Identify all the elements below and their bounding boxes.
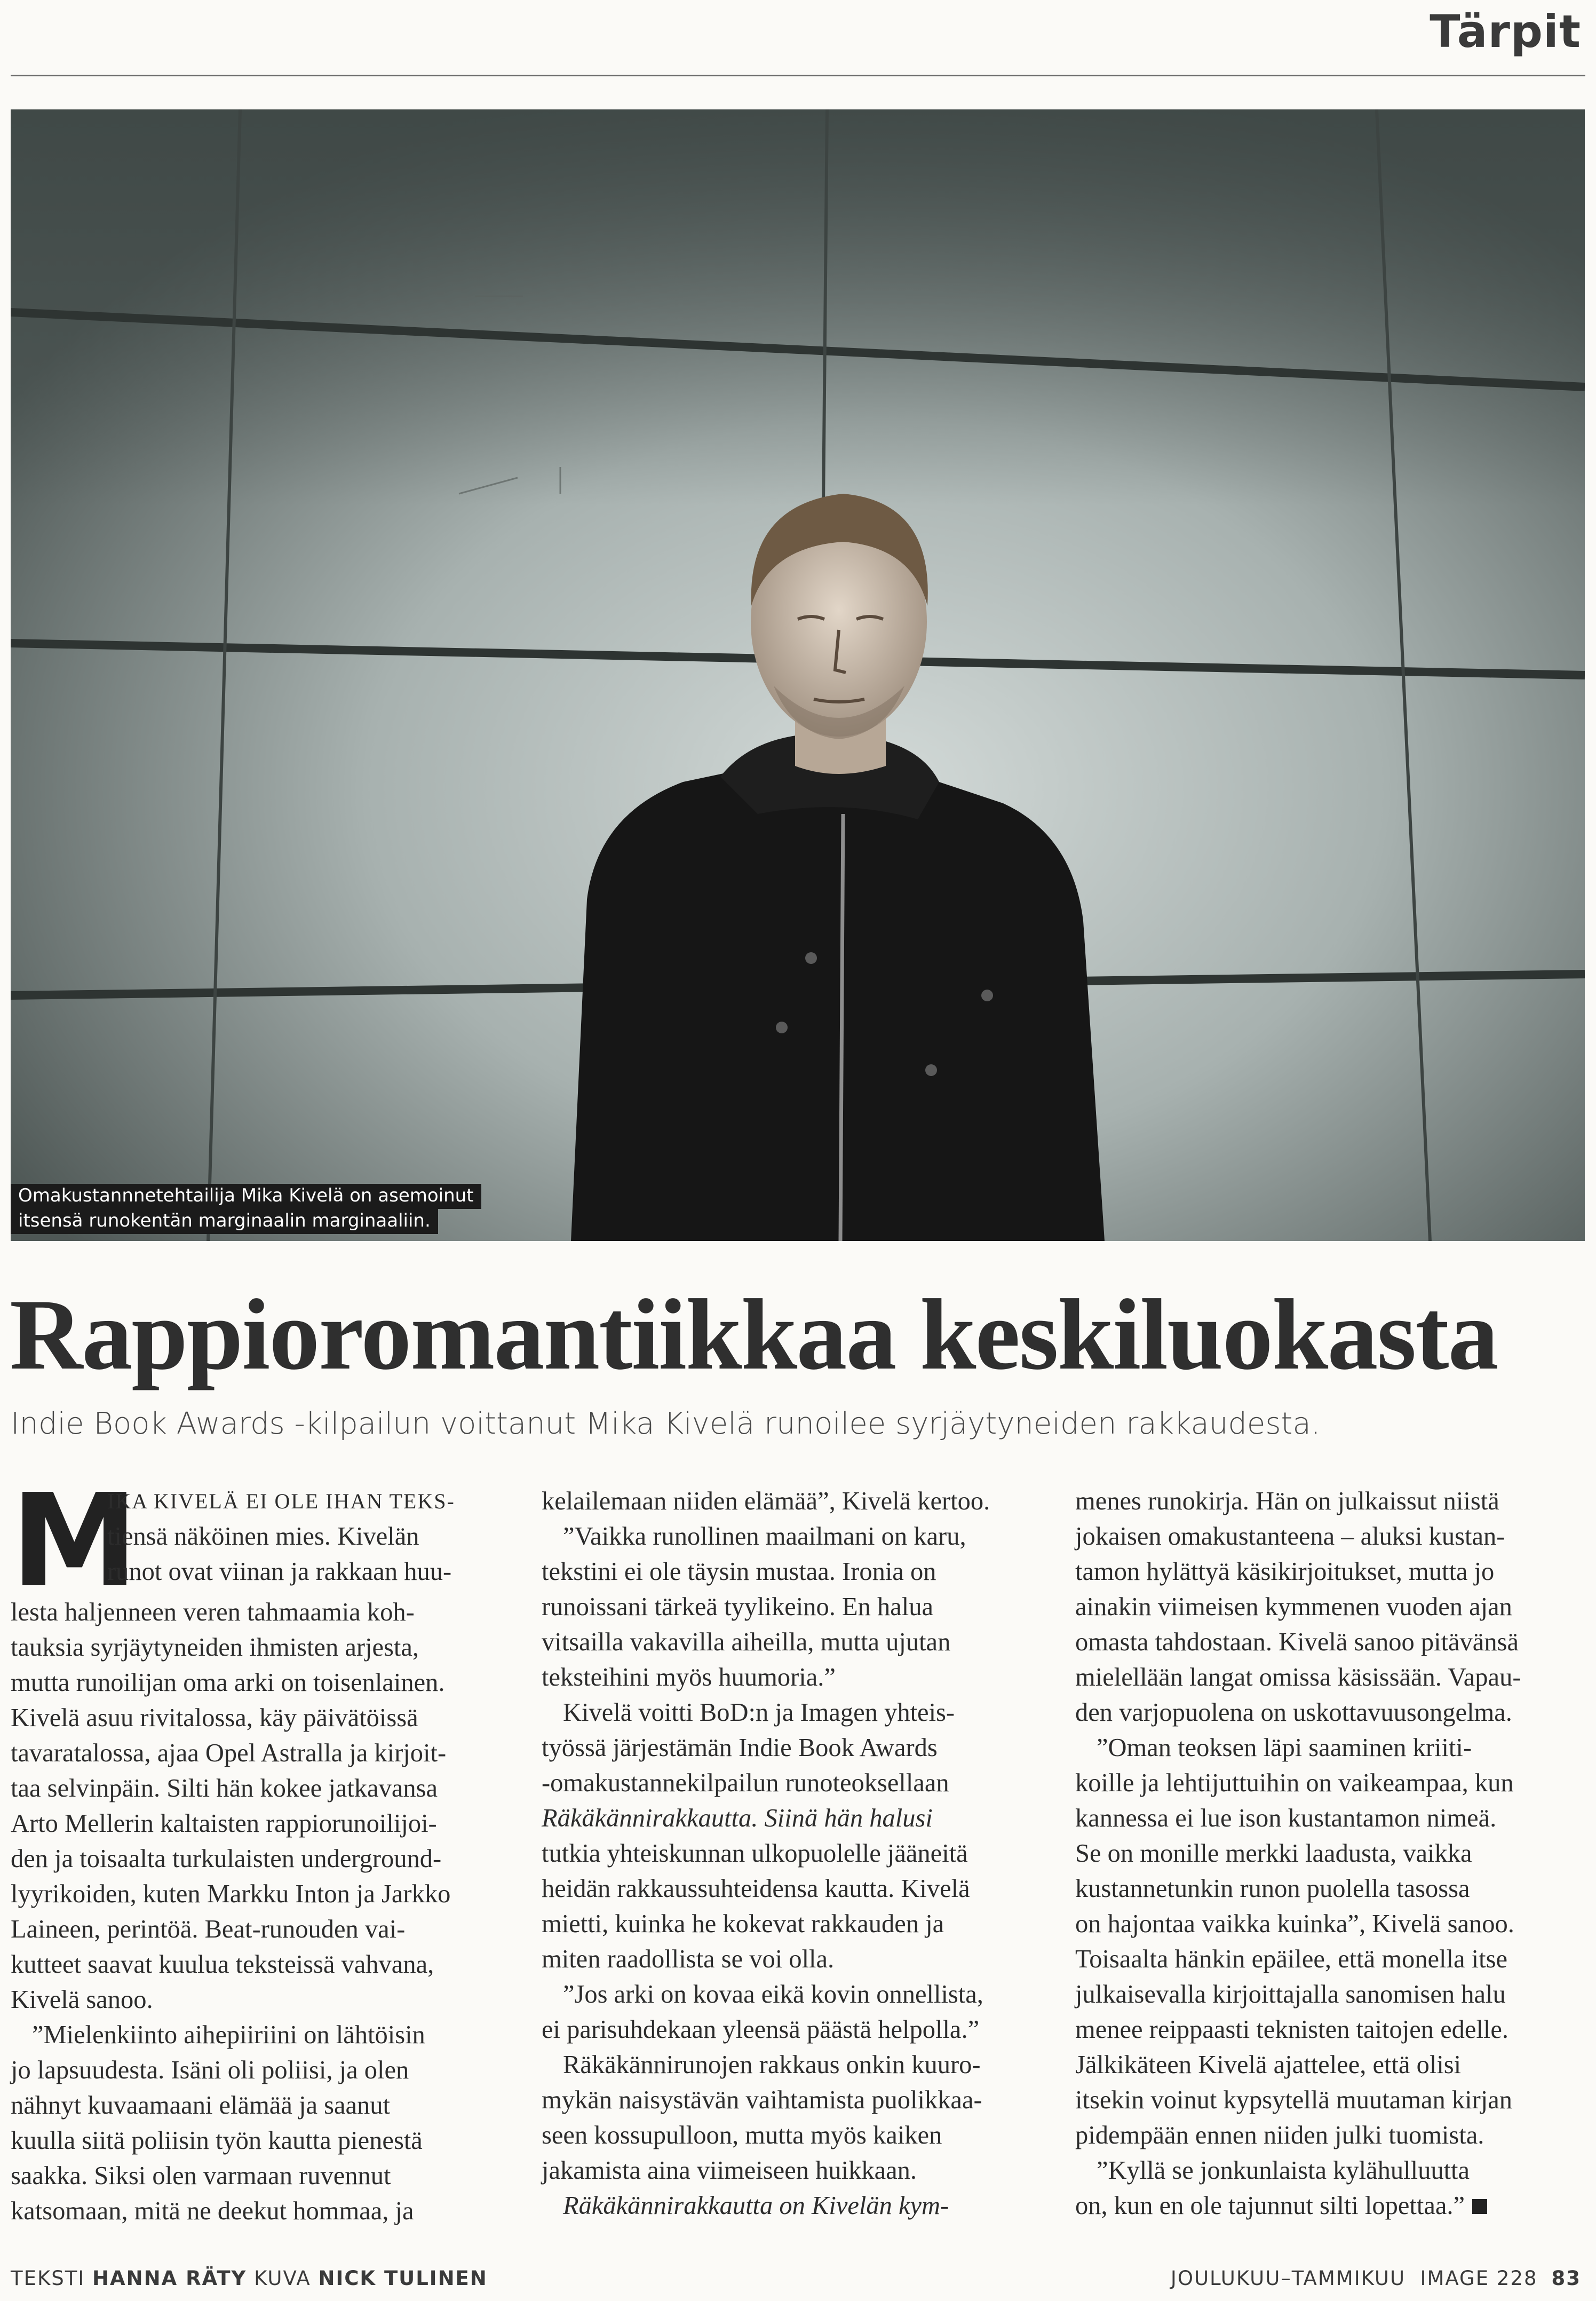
body-line: mykän naisystävän vaihtamista puolikkaa- bbox=[542, 2086, 982, 2114]
body-line: ”Vaikka runollinen maailmani on karu, bbox=[563, 1522, 966, 1551]
body-line: Kivelä voitti BoD:n ja Imagen yhteis- bbox=[563, 1698, 955, 1727]
dropcap: M bbox=[11, 1466, 138, 1616]
body-line: ei parisuhdekaan yleensä päästä helpolla.” bbox=[542, 2015, 980, 2044]
body-line: julkaisevalla kirjoittajalla sanomisen halu bbox=[1075, 1980, 1506, 2009]
body-line: työssä järjestämän Indie Book Awards bbox=[542, 1734, 938, 1762]
body-line: tamon hylättyä käsikirjoitukset, mutta jo bbox=[1075, 1557, 1495, 1586]
body-line: tiensä näköinen mies. Kivelän bbox=[107, 1522, 419, 1551]
body-line-last bbox=[1075, 2188, 1555, 2224]
body-line: Jälkikäteen Kivelä ajattelee, että olisi bbox=[1075, 2051, 1462, 2079]
body-line: pidempään ennen niiden julki tuomista. bbox=[1075, 2121, 1484, 2149]
body-line: ainakin viimeisen kymmenen vuoden ajan bbox=[1075, 1593, 1512, 1621]
body-line: kelailemaan niiden elämää”, Kivelä kertoo. bbox=[542, 1487, 990, 1515]
body-column-1 bbox=[11, 1466, 491, 2229]
body-line: taa selvinpäin. Silti hän kokee jatkavansa bbox=[11, 1774, 438, 1802]
body-line: Se on monille merkki laadusta, vaikka bbox=[1075, 1839, 1472, 1868]
deck: Indie Book Awards -kilpailun voittanut Mika Kivelä runoilee syrjäytyneiden rakkaudesta. bbox=[11, 1406, 1321, 1441]
body-line: on, kun en ole tajunnut silti lopettaa.” bbox=[1075, 2192, 1465, 2220]
body-line: mutta runoilijan oma arki on toisenlainen. bbox=[11, 1669, 445, 1697]
body-line: mietti, kuinka he kokevat rakkauden ja bbox=[542, 1910, 944, 1938]
body-line: Kivelä asuu rivitalossa, käy päivätöissä bbox=[11, 1704, 418, 1732]
body-line: katsomaan, mitä ne deekut hommaa, ja bbox=[11, 2197, 414, 2225]
body-line: heidän rakkaussuhteidensa kautta. Kivelä bbox=[542, 1875, 970, 1903]
body-line: teksteihini myös huumoria.” bbox=[542, 1663, 836, 1691]
page-number: 83 bbox=[1551, 2267, 1581, 2290]
body-line: tavaratalossa, ajaa Opel Astralla ja kirjoit- bbox=[11, 1739, 447, 1767]
body-line: Räkäkännirakkautta. Siinä hän halusi bbox=[542, 1804, 933, 1832]
body-line: koille ja lehtijuttuihin on vaikeampaa, kun bbox=[1075, 1769, 1514, 1797]
body-line: ”Mielenkiinto aihepiiriini on lähtöisin bbox=[32, 2021, 425, 2049]
body-line: runot ovat viinan ja rakkaan huu- bbox=[107, 1557, 452, 1586]
body-line: mielellään langat omissa käsissään. Vapau- bbox=[1075, 1663, 1521, 1691]
body-line: -omakustannekilpailun runoteoksellaan bbox=[542, 1769, 949, 1797]
article-photo bbox=[11, 109, 1585, 1241]
body-line: runoissani tärkeä tyylikeino. En halua bbox=[542, 1593, 934, 1621]
section-label: Tärpit bbox=[1430, 5, 1581, 58]
body-line: jokaisen omakustanteena – aluksi kustan- bbox=[1075, 1522, 1505, 1551]
body-column-2 bbox=[542, 1484, 1022, 2224]
body-line: Räkäkännirakkautta on Kivelän kym- bbox=[563, 2192, 949, 2220]
body-line: itsekin voinut kypsytellä muutaman kirjan bbox=[1075, 2086, 1512, 2114]
caption-line-1: Omakustannnetehtailija Mika Kivelä on asemoinut bbox=[11, 1184, 481, 1209]
body-line: Toisaalta hänkin epäilee, että monella itse bbox=[1075, 1945, 1508, 1973]
body-line: menee reippaasti teknisten taitojen edelle. bbox=[1075, 2015, 1509, 2044]
body-line: kannessa ei lue ison kustantamon nimeä. bbox=[1075, 1804, 1497, 1832]
byline bbox=[11, 2267, 488, 2290]
body-line: ”Jos arki on kovaa eikä kovin onnellista, bbox=[563, 1980, 983, 2009]
body-line: ”Kyllä se jonkunlaista kylähulluutta bbox=[1097, 2156, 1470, 2185]
body-line: tekstini ei ole täysin mustaa. Ironia on bbox=[542, 1557, 936, 1586]
body-line: nähnyt kuvaamaani elämää ja saanut bbox=[11, 2091, 391, 2120]
body-line: Kivelä sanoo. bbox=[11, 1986, 153, 2014]
body-line: lesta haljenneen veren tahmaamia koh- bbox=[11, 1598, 415, 1626]
body-line: kutteet saavat kuulua teksteissä vahvana, bbox=[11, 1950, 434, 1979]
headline: Rappioromantiikkaa keskiluokasta bbox=[10, 1279, 1498, 1391]
body-line: kustannetunkin runon puolella tasossa bbox=[1075, 1875, 1470, 1903]
body-line: IKA KIVELÄ EI OLE IHAN TEKS- bbox=[107, 1489, 455, 1513]
body-line: vitsailla vakavilla aiheilla, mutta ujutan bbox=[542, 1628, 951, 1656]
caption-line-2: itsensä runokentän marginaalin marginaaliin. bbox=[11, 1209, 438, 1234]
folio bbox=[1171, 2267, 1581, 2290]
body-line: lyyrikoiden, kuten Markku Inton ja Jarkko bbox=[11, 1880, 451, 1908]
photo-label: KUVA bbox=[254, 2267, 311, 2290]
body-line: Räkäkännirunojen rakkaus onkin kuuro- bbox=[563, 2051, 981, 2079]
body-line: on hajontaa vaikka kuinka”, Kivelä sanoo. bbox=[1075, 1910, 1514, 1938]
body-line: tauksia syrjäytyneiden ihmisten arjesta, bbox=[11, 1633, 419, 1662]
body-column-3 bbox=[1075, 1484, 1555, 2224]
body-line: Arto Mellerin kaltaisten rappiorunoilijoi- bbox=[11, 1809, 437, 1838]
photo-illustration bbox=[11, 109, 1585, 1241]
body-line: ”Oman teoksen läpi saaminen kriiti- bbox=[1097, 1734, 1472, 1762]
body-line: jo lapsuudesta. Isäni oli poliisi, ja olen bbox=[11, 2056, 409, 2084]
body-line: miten raadollista se voi olla. bbox=[542, 1945, 835, 1973]
body-line: omasta tahdostaan. Kivelä sanoo pitävänsä bbox=[1075, 1628, 1519, 1656]
body-line: Laineen, perintöä. Beat-runouden vai- bbox=[11, 1915, 406, 1943]
body-line: jakamista aina viimeiseen huikkaan. bbox=[542, 2156, 917, 2185]
body-line: den varjopuolena on uskottavuusongelma. bbox=[1075, 1698, 1512, 1727]
body-line: menes runokirja. Hän on julkaissut niistä bbox=[1075, 1487, 1499, 1515]
text-label: TEKSTI bbox=[11, 2267, 85, 2290]
body-line: kuulla siitä poliisin työn kautta pienestä bbox=[11, 2126, 423, 2155]
photo-caption bbox=[11, 1184, 481, 1234]
issue-info: JOULUKUU–TAMMIKUU IMAGE 228 bbox=[1170, 2267, 1538, 2290]
body-line: tutkia yhteiskunnan ulkopuolelle jääneitä bbox=[542, 1839, 968, 1868]
body-line: seen kossupulloon, mutta myös kaiken bbox=[542, 2121, 942, 2149]
author-name: HANNA RÄTY bbox=[92, 2267, 247, 2290]
photographer-name: NICK TULINEN bbox=[318, 2267, 488, 2290]
body-line: saakka. Siksi olen varmaan ruvennut bbox=[11, 2162, 391, 2190]
top-rule bbox=[11, 75, 1585, 76]
end-mark-icon bbox=[1472, 2199, 1487, 2214]
body-line: den ja toisaalta turkulaisten underground- bbox=[11, 1845, 442, 1873]
